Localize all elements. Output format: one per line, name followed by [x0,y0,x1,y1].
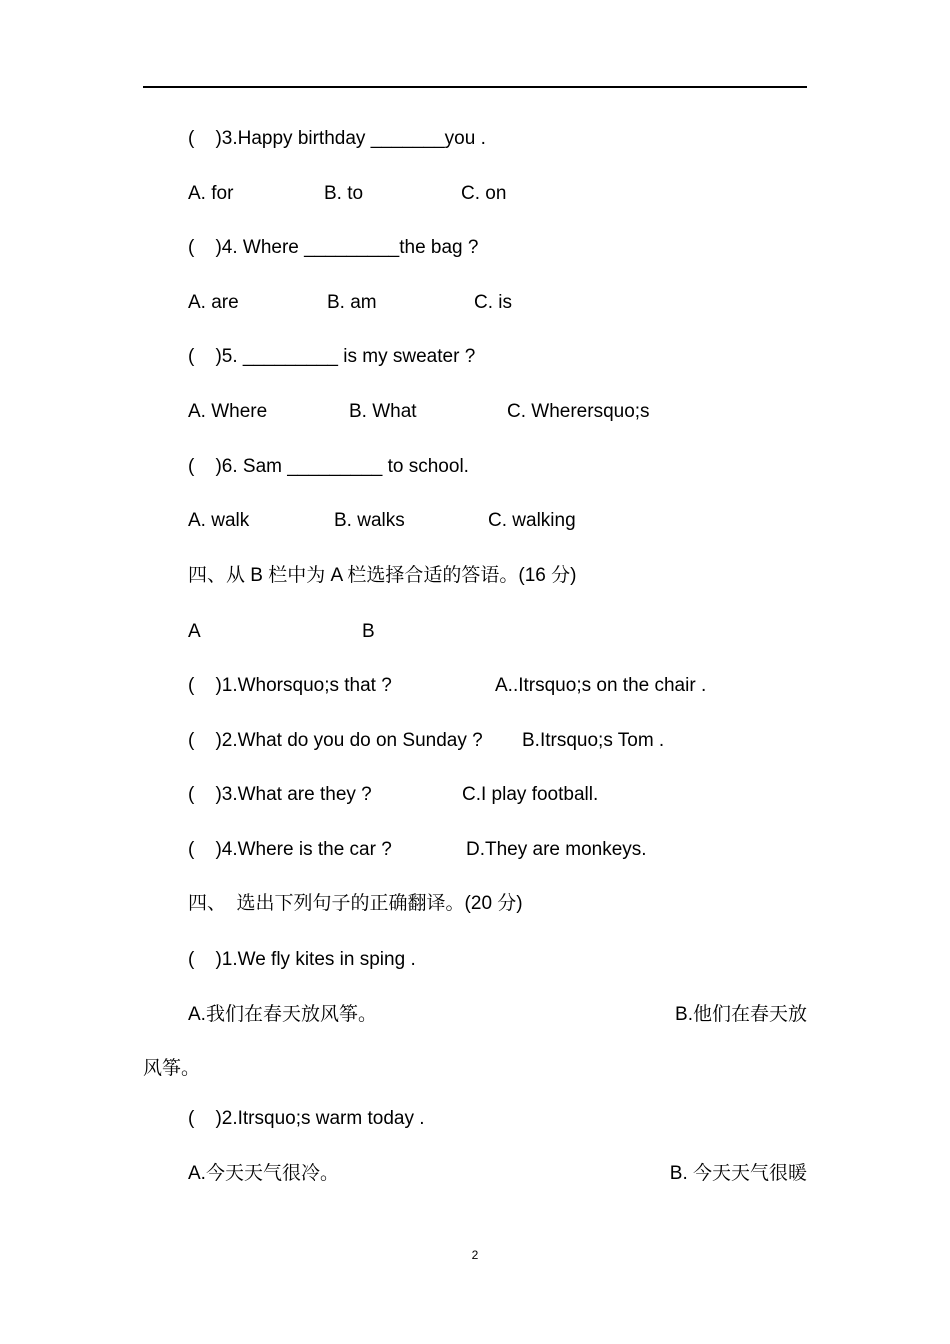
column-b-label: B [362,621,375,642]
match-answer-a: A..Itrsquo;s on the chair . [495,675,707,696]
column-a-label: A [188,621,201,642]
match-question-1: ( )1.Whorsquo;s that ? [188,675,392,696]
question-6-option-c: C. walking [488,510,576,531]
match-question-4: ( )4.Where is the car ? [188,839,392,860]
question-6-option-b: B. walks [334,510,405,531]
question-4-option-c: C. is [474,292,512,313]
question-3-option-a: A. for [188,183,234,204]
question-5-stem: ( )5. _________ is my sweater ? [188,346,476,367]
question-5-option-b: B. What [349,401,417,422]
translate-question-1-option-b-continued: 风筝。 [143,1058,201,1079]
translate-question-1-stem: ( )1.We fly kites in sping . [188,949,416,970]
match-question-3: ( )3.What are they ? [188,784,372,805]
question-3-option-c: C. on [461,183,507,204]
page-number: 2 [471,1248,479,1262]
translate-question-1-option-a: A.我们在春天放风筝。 [188,1004,377,1025]
question-3-option-b: B. to [324,183,364,204]
translate-question-1-option-b: B.他们在春天放 [675,1004,807,1025]
header-rule [143,86,807,88]
question-6-stem: ( )6. Sam _________ to school. [188,456,469,477]
match-answer-b: B.Itrsquo;s Tom . [522,730,665,751]
question-4-option-b: B. am [327,292,377,313]
translate-question-2-option-b: B. 今天天气很暖 [669,1163,807,1184]
question-5-option-a: A. Where [188,401,268,422]
section-heading-translation: 四、 选出下列句子的正确翻译。(20 分) [188,893,523,914]
question-4-option-a: A. are [188,292,239,313]
question-4-stem: ( )4. Where _________the bag ? [188,237,479,258]
question-3-stem: ( )3.Happy birthday _______you . [188,128,486,149]
match-answer-c: C.I play football. [462,784,599,805]
match-answer-d: D.They are monkeys. [466,839,647,860]
question-6-option-a: A. walk [188,510,250,531]
translate-question-2-stem: ( )2.Itrsquo;s warm today . [188,1108,425,1129]
translate-question-2-option-a: A.今天天气很冷。 [188,1163,339,1184]
match-question-2: ( )2.What do you do on Sunday ? [188,730,483,751]
question-5-option-c: C. Wherersquo;s [507,401,650,422]
section-heading-matching: 四、从 B 栏中为 A 栏选择合适的答语。(16 分) [188,565,577,586]
